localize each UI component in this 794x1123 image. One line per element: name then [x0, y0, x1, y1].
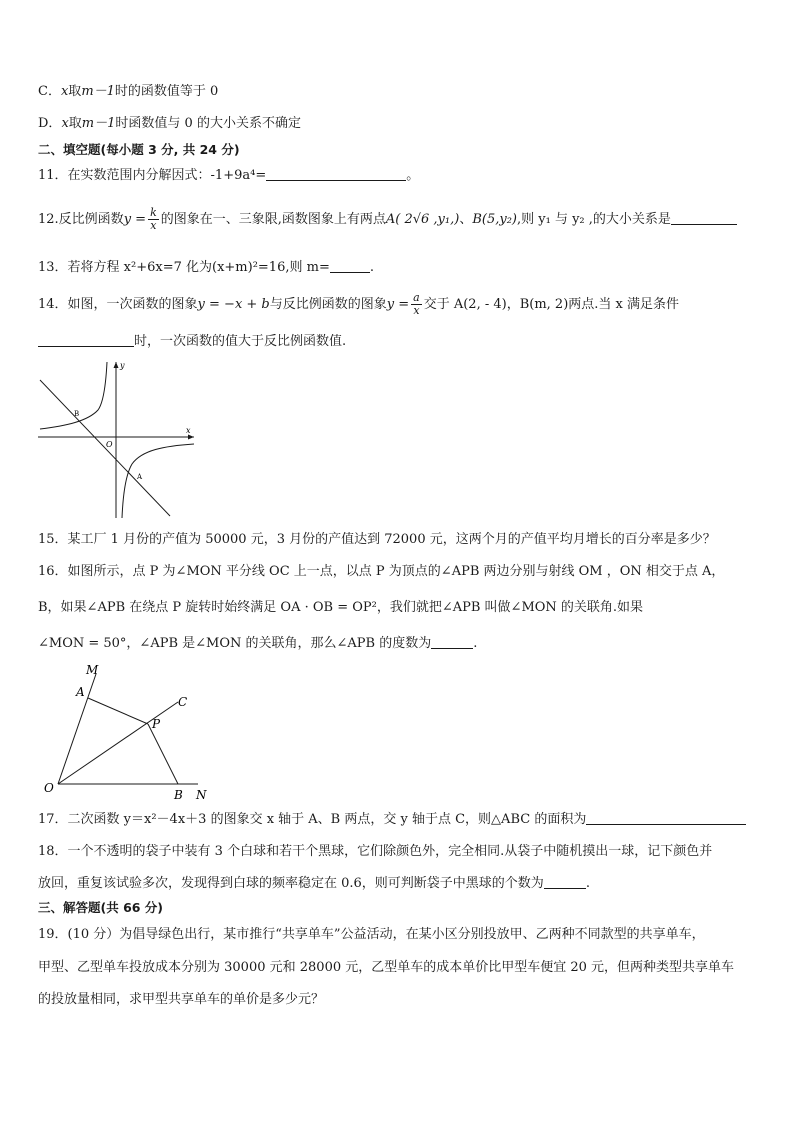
option-d-after: 时函数值与 0 的大小关系不确定 — [115, 116, 301, 131]
option-d-before: 取 — [68, 116, 82, 131]
q16-answer-blank — [431, 634, 473, 649]
q11-end: 。 — [406, 168, 420, 183]
fig16-label-a: A — [76, 685, 85, 699]
question-13 — [38, 258, 374, 278]
question-19-line-2: 甲型、乙型单车投放成本分别为 30000 元和 28000 元，乙型单车的成本单价比甲型车便宜 20 元，但两种类型共享单车 — [38, 960, 735, 975]
fig16-label-p: P — [152, 717, 161, 731]
figure-16 — [40, 660, 220, 802]
q17-answer-blank — [586, 810, 746, 825]
fig14-x-arrow — [188, 435, 194, 440]
q12-sep: 、 — [459, 212, 473, 227]
q14-tail: 交于 A(2, - 4)，B(m, 2)两点.当 x 满足条件 — [423, 297, 680, 312]
section-2-title: 二、填空题(每小题 3 分, 共 24 分) — [38, 142, 240, 157]
q13-text: 13．若将方程 x²+6x=7 化为(x+m)²=16,则 m= — [38, 260, 330, 275]
q12-mid: 的图象在一、三象限,函数图象上有两点 — [160, 212, 386, 227]
question-18-line-2 — [38, 874, 590, 894]
question-16-line-3 — [38, 634, 477, 654]
option-d-prefix: D． — [38, 116, 62, 131]
q14-equation-2: y = — [386, 297, 410, 312]
q13-end: . — [369, 260, 374, 275]
option-d-expr: m－1 — [81, 116, 116, 131]
q14-mid: 与反比例函数的图象 — [269, 297, 387, 312]
fig14-line — [40, 380, 170, 516]
q12-tail: ,则 y₁ 与 y₂ ,的大小关系是 — [517, 212, 671, 227]
q13-answer-blank — [330, 258, 370, 273]
q18-answer-blank — [544, 874, 586, 889]
fig14-hyperbola-left — [40, 362, 107, 429]
option-c — [38, 82, 218, 102]
option-d-var: x — [61, 116, 69, 131]
fig14-label-y: y — [120, 361, 125, 370]
q11-answer-blank — [266, 166, 406, 181]
fig14-label-a: A — [137, 473, 143, 481]
question-19-line-1: 19．(10 分）为倡导绿色出行，某市推行“共享单车”公益活动，在某小区分别投放甲、乙两种不同款型的共享单车， — [38, 927, 705, 942]
q14-frac-den: x — [413, 304, 420, 317]
question-19-line-3: 的投放量相同，求甲型共享单车的单价是多少元？ — [38, 992, 325, 1007]
q14-fraction — [411, 292, 422, 317]
fig14-y-arrow — [114, 362, 119, 368]
q14-frac-num: a — [413, 291, 420, 304]
option-c-after: 时的函数值等于 0 — [114, 84, 219, 99]
fig16-label-o: O — [44, 781, 54, 795]
fig14-label-b: B — [74, 410, 80, 418]
option-d — [38, 114, 301, 134]
option-c-prefix: C． — [38, 84, 61, 99]
option-c-expr: m－1 — [81, 84, 115, 99]
q16-line-3: ∠MON = 50°，∠APB 是∠MON 的关联角，那么∠APB 的度数为 — [38, 636, 432, 651]
q17-text: 17．二次函数 y＝x²－4x＋3 的图象交 x 轴于 A、B 两点，交 y 轴于点 C，则△ABC 的面积为 — [38, 812, 587, 827]
section-3-title: 三、解答题(共 66 分) — [38, 900, 164, 915]
question-16-line-2: B，如果∠APB 在绕点 P 旋转时始终满足 OA · OB = OP²，我们就把∠APB 叫做∠MON 的关联角.如果 — [38, 600, 644, 615]
q18-line-2: 放回，重复该试验多次，发现得到白球的频率稳定在 0.6，则可判断袋子中黑球的个数为 — [38, 876, 544, 891]
q12-frac-num: k — [150, 206, 157, 219]
fig16-label-m: M — [86, 663, 99, 677]
question-12 — [38, 205, 737, 235]
fig16-segment-ap — [88, 698, 148, 724]
fig16-ray-oc — [58, 702, 178, 784]
fig14-hyperbola-right — [122, 444, 194, 518]
option-c-var: x — [60, 84, 69, 99]
question-17 — [38, 810, 746, 830]
fig14-label-x: x — [186, 426, 191, 435]
fig16-label-b: B — [174, 788, 183, 802]
q12-point-a: A( 2√6 ,y₁,) — [385, 212, 460, 227]
question-14 — [38, 290, 679, 320]
figure-14 — [36, 358, 196, 520]
q11-text: 11．在实数范围内分解因式：-1+9a⁴= — [38, 168, 267, 183]
q12-lead: 12.反比例函数 — [38, 212, 124, 227]
fig16-label-n: N — [196, 788, 207, 802]
q18-end: . — [585, 876, 590, 891]
question-14-line-2 — [38, 332, 346, 352]
q14-equation-1: y = −x + b — [197, 297, 270, 312]
fig14-label-o: O — [106, 440, 113, 449]
fig16-segment-pb — [148, 724, 178, 784]
question-15: 15．某工厂 1 月份的产值为 50000 元，3 月份的产值达到 72000 元，这两个月的产值平均月增长的百分率是多少？ — [38, 532, 716, 547]
q14-lead: 14．如图，一次函数的图象 — [38, 297, 198, 312]
q12-fraction — [148, 207, 159, 232]
q12-equation: y = — [123, 212, 147, 227]
question-16-line-1: 16．如图所示，点 P 为∠MON 平分线 OC 上一点，以点 P 为顶点的∠APB 两边分别与射线 OM ，ON 相交于点 A， — [38, 564, 725, 579]
q12-answer-blank — [671, 210, 737, 225]
q14-line-2: 时，一次函数的值大于反比例函数值. — [134, 334, 347, 349]
question-11 — [38, 166, 419, 186]
q12-point-b: B(5,y₂) — [472, 212, 517, 227]
q12-frac-den: x — [150, 219, 157, 232]
question-18-line-1: 18．一个不透明的袋子中装有 3 个白球和若干个黑球，它们除颜色外，完全相同.从袋子中随机摸出一球，记下颜色并 — [38, 844, 713, 859]
fig16-label-c: C — [178, 695, 188, 709]
q16-end: . — [473, 636, 478, 651]
option-c-before: 取 — [68, 84, 82, 99]
q14-answer-blank — [38, 332, 134, 347]
